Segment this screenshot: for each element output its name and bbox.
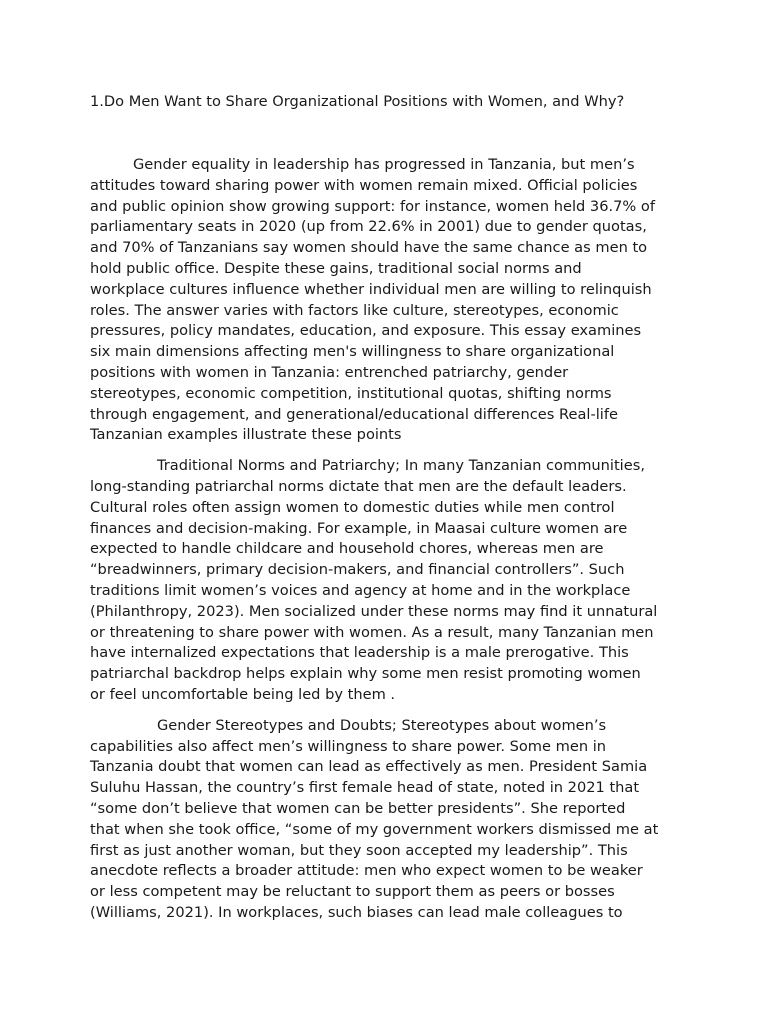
text-line: stereotypes, economic competition, institutional quotas, shifting norms <box>90 384 612 402</box>
text-line: Tanzania doubt that women can lead as effectively as men. President Samia <box>90 758 648 776</box>
text-line: and 70% of Tanzanians say women should have the same chance as men to <box>90 239 648 257</box>
text-line: patriarchal backdrop helps explain why some men resist promoting women <box>90 665 641 683</box>
text-line: traditions limit women’s voices and agency at home and in the workplace <box>90 581 631 599</box>
paragraph-gender-stereotypes <box>90 716 690 924</box>
text-line: workplace cultures influence whether individual men are willing to relinquish <box>90 280 652 298</box>
text-line: have internalized expectations that leadership is a male prerogative. This <box>90 644 629 662</box>
document-body <box>90 155 690 934</box>
text-line: Gender equality in leadership has progressed in Tanzania, but men’s <box>133 156 635 173</box>
text-line: Traditional Norms and Patriarchy; In many Tanzanian communities, <box>157 457 645 475</box>
text-line: positions with women in Tanzania: entrenched patriarchy, gender <box>90 363 569 381</box>
text-line: that when she took office, “some of my government workers dismissed me at <box>90 820 659 838</box>
text-line: or threatening to share power with women. As a result, many Tanzanian men <box>90 623 654 641</box>
text-line: Suluhu Hassan, the country’s first female head of state, noted in 2021 that <box>90 779 640 797</box>
text-line: capabilities also affect men’s willingness to share power. Some men in <box>90 737 607 755</box>
text-line: through engagement, and generational/educational differences Real-life <box>90 405 618 423</box>
text-line: or feel uncomfortable being led by them . <box>90 685 396 703</box>
document-heading: 1.Do Men Want to Share Organizational Positions with Women, and Why? <box>90 93 625 110</box>
text-line: Cultural roles often assign women to domestic duties while men control <box>90 498 615 516</box>
text-line: six main dimensions affecting men's willingness to share organizational <box>90 343 615 361</box>
text-line: (Philanthropy, 2023). Men socialized under these norms may find it unnatural <box>90 602 658 620</box>
text-line: (Williams, 2021). In workplaces, such biases can lead male colleagues to <box>90 903 623 921</box>
text-line: pressures, policy mandates, education, and exposure. This essay examines <box>90 322 642 340</box>
text-line: expected to handle childcare and household chores, whereas men are <box>90 540 604 558</box>
text-line: anecdote reflects a broader attitude: men who expect women to be weaker <box>90 862 643 880</box>
text-line: “breadwinners, primary decision-makers, and financial controllers”. Such <box>90 561 625 579</box>
text-line: or less competent may be reluctant to support them as peers or bosses <box>90 883 615 901</box>
text-line: long-standing patriarchal norms dictate that men are the default leaders. <box>90 477 627 495</box>
text-line: hold public office. Despite these gains, traditional social norms and <box>90 259 582 277</box>
text-line: Gender Stereotypes and Doubts; Stereotypes about women’s <box>157 716 607 734</box>
text-line: roles. The answer varies with factors like culture, stereotypes, economic <box>90 301 619 319</box>
text-line: first as just another woman, but they soon accepted my leadership”. This <box>90 841 628 859</box>
text-line: finances and decision-making. For example, in Maasai culture women are <box>90 519 628 537</box>
text-line: parliamentary seats in 2020 (up from 22.6% in 2001) due to gender quotas, <box>90 218 647 236</box>
paragraph-introduction <box>90 155 690 446</box>
text-line: Tanzanian examples illustrate these points <box>90 426 402 444</box>
text-line: “some don’t believe that women can be better presidents”. She reported <box>90 799 626 817</box>
paragraph-traditional-norms <box>90 456 690 706</box>
text-line: attitudes toward sharing power with women remain mixed. Official policies <box>90 176 638 194</box>
text-line: and public opinion show growing support: for instance, women held 36.7% of <box>90 197 655 215</box>
